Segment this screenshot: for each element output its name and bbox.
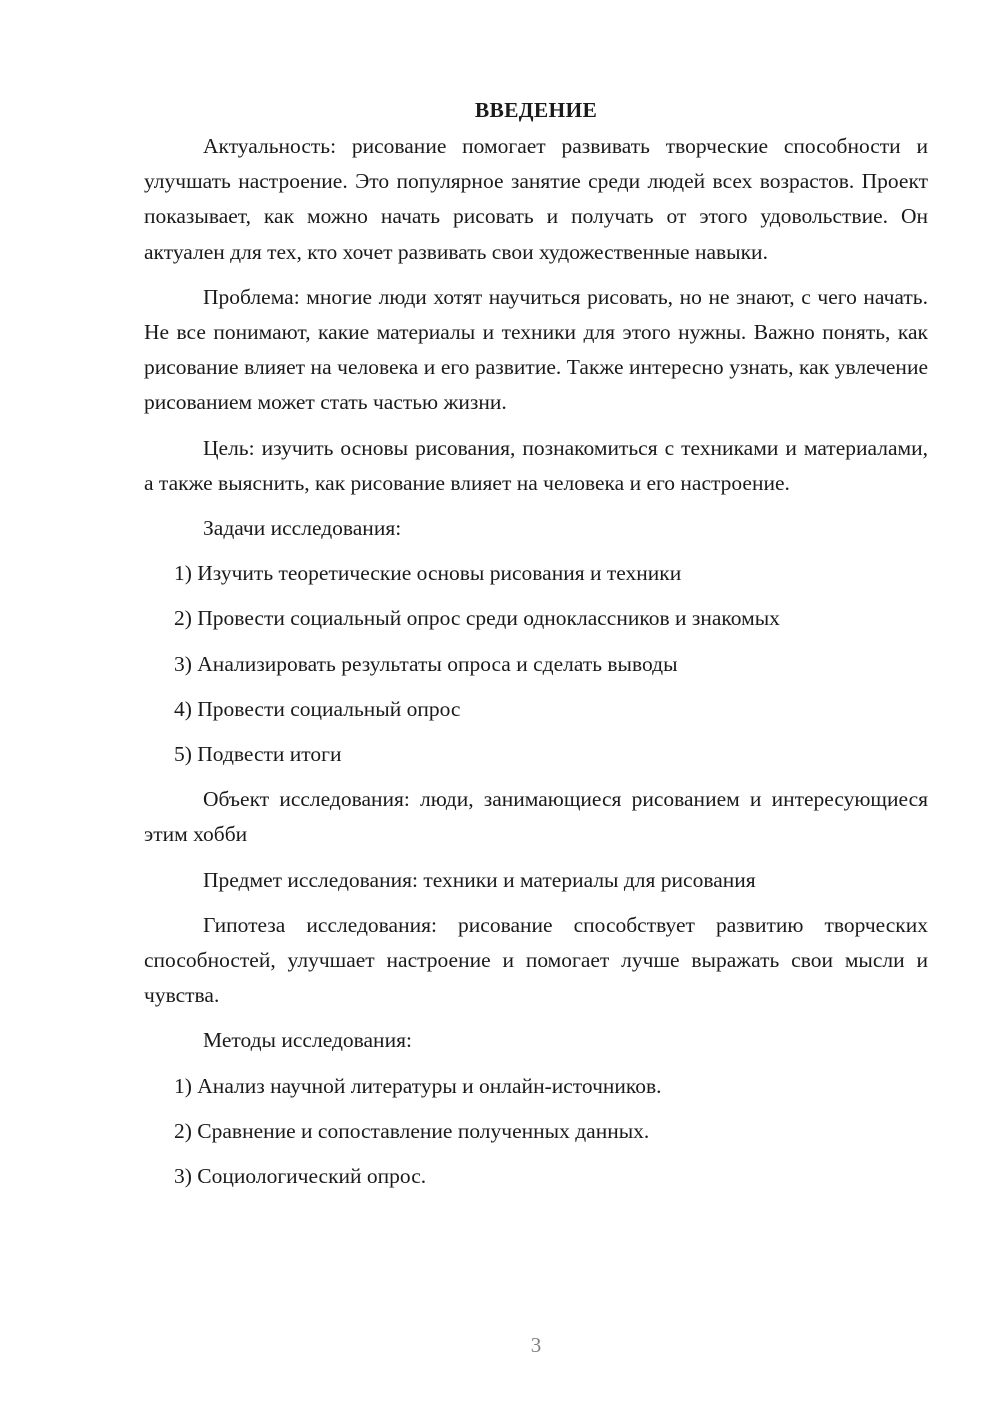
- goal-paragraph: Цель: изучить основы рисования, познакомиться с техниками и материалами, а также выяснить, как рисование влияет на человека и его настроение.: [144, 435, 928, 495]
- object-paragraph: Объект исследования: люди, занимающиеся рисованием и интересующиеся этим хобби: [144, 787, 928, 847]
- document-page: [144, 93, 928, 1204]
- task-list-item: 3) Анализировать результаты опроса и сделать выводы: [174, 651, 678, 676]
- task-list-item: 2) Провести социальный опрос среди одноклассников и знакомых: [174, 606, 780, 631]
- subject-paragraph: Предмет исследования: техники и материалы для рисования: [203, 867, 756, 892]
- problem-paragraph: Проблема: многие люди хотят научиться рисовать, но не знают, с чего начать. Не все понимают, какие материалы и техники для этого нужны. Важно понять, как рисование влияет на человека и его развитие. Также интересно узнать, как увлечение рисованием может стать частью жизни.: [144, 284, 928, 415]
- hypothesis-paragraph: Гипотеза исследования: рисование способствует развитию творческих способностей, улучшает настроение и помогает лучше выражать свои мысли и чувства.: [144, 912, 928, 1008]
- tasks-heading: Задачи исследования:: [203, 516, 402, 541]
- methods-heading: Методы исследования:: [203, 1028, 412, 1053]
- relevance-paragraph: Актуальность: рисование помогает развивать творческие способности и улучшать настроение. Это популярное занятие среди людей всех возрастов. Проект показывает, как можно начать рисовать и получать от этого удовольствие. Он актуален для тех, кто хочет развивать свои художественные навыки.: [144, 134, 928, 264]
- task-list-item: 1) Изучить теоретические основы рисования и техники: [174, 561, 682, 586]
- method-list-item: 2) Сравнение и сопоставление полученных данных.: [174, 1118, 650, 1143]
- method-list-item: 1) Анализ научной литературы и онлайн-источников.: [174, 1073, 662, 1098]
- task-list-item: 5) Подвести итоги: [174, 742, 342, 767]
- method-list-item: 3) Социологический опрос.: [174, 1164, 427, 1189]
- task-list-item: 4) Провести социальный опрос: [174, 696, 461, 721]
- section-heading: ВВЕДЕНИЕ: [474, 98, 598, 122]
- page-number: 3: [530, 1333, 542, 1357]
